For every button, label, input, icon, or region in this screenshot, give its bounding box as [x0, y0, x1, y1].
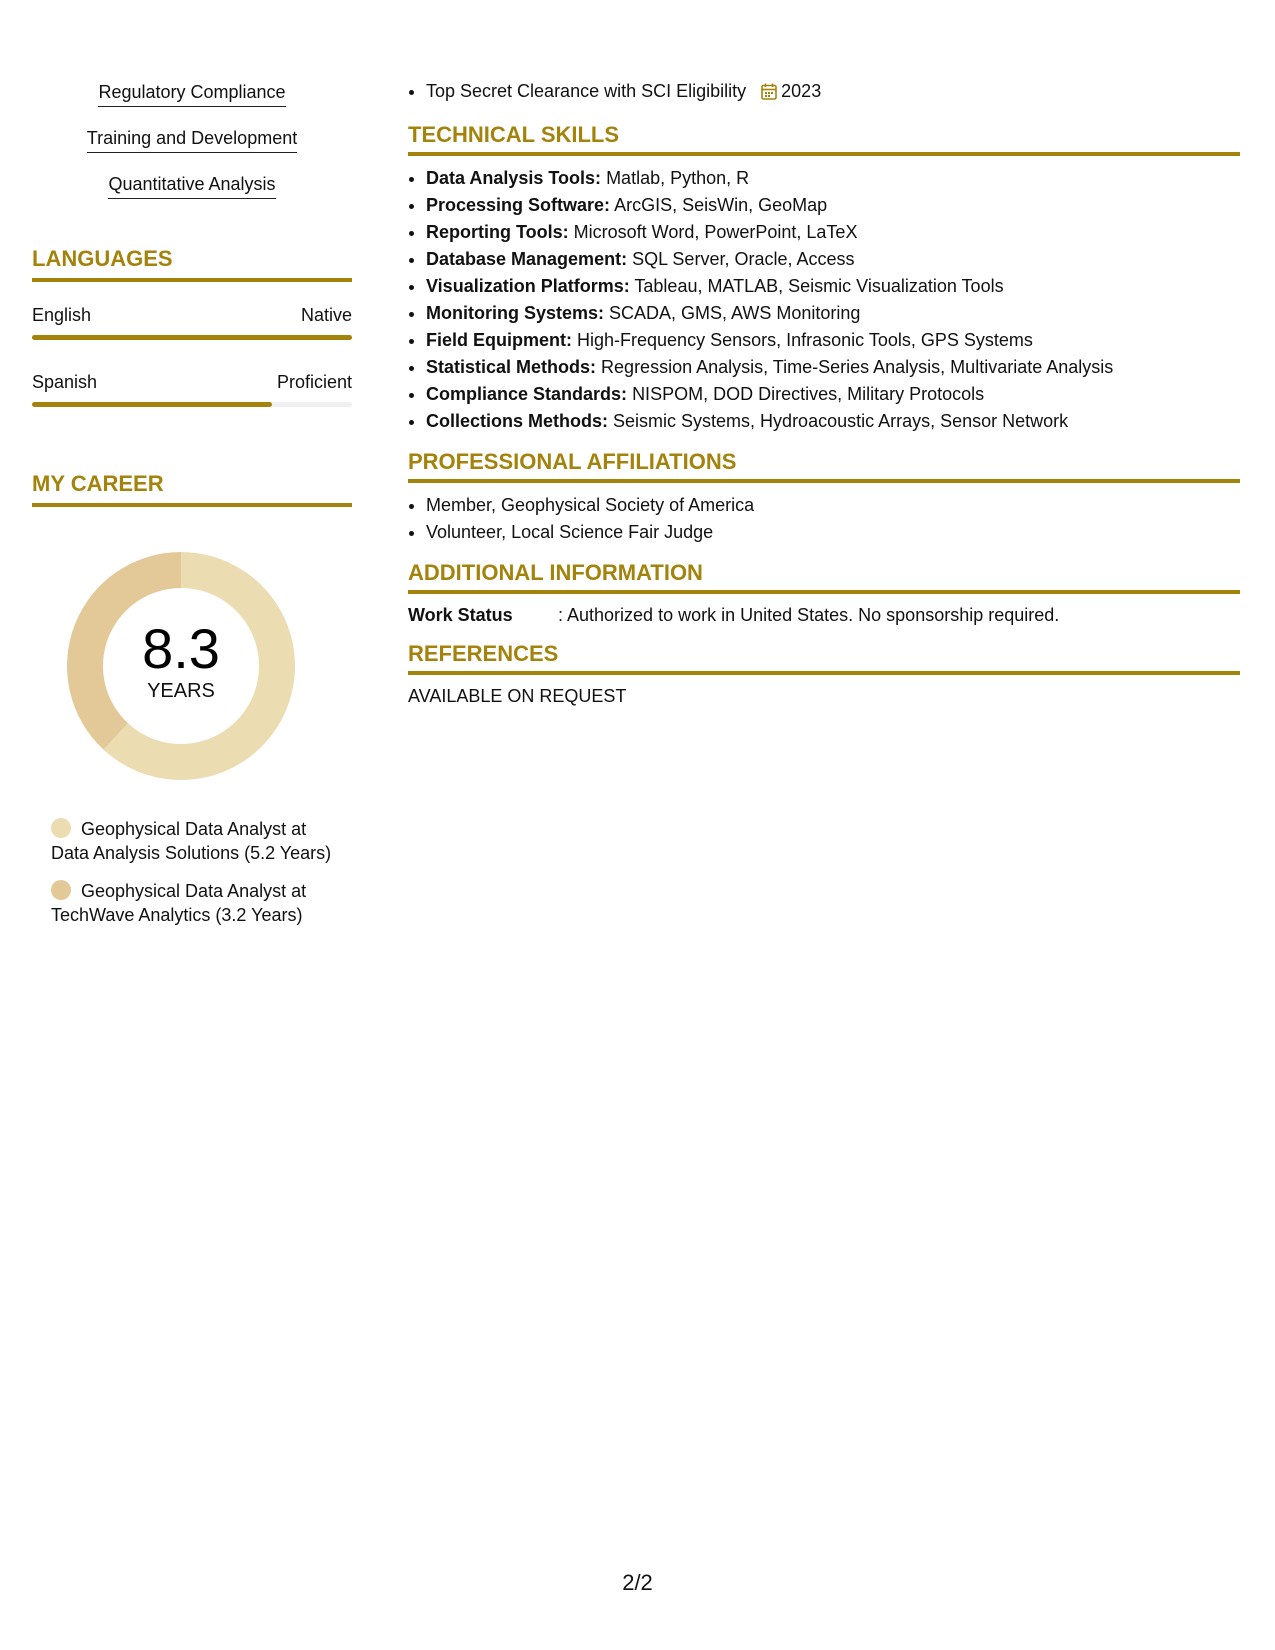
- right-column: [408, 78, 1240, 708]
- list-item: [426, 165, 1240, 192]
- list-item: [426, 273, 1240, 300]
- skill-value: SQL Server, Oracle, Access: [632, 249, 855, 269]
- additional-info-heading: ADDITIONAL INFORMATION: [408, 560, 1240, 594]
- skill-label: Data Analysis Tools:: [426, 168, 602, 188]
- language-bar: [32, 402, 352, 407]
- clearance-text: Top Secret Clearance with SCI Eligibility: [426, 81, 747, 101]
- skill-value: SCADA, GMS, AWS Monitoring: [609, 303, 861, 323]
- skill-label: Visualization Platforms:: [426, 276, 630, 296]
- skill-value: Microsoft Word, PowerPoint, LaTeX: [573, 222, 858, 242]
- skill-value: Regression Analysis, Time-Series Analysis, Multivariate Analysis: [601, 357, 1114, 377]
- skill-tag: Training and Development: [87, 126, 297, 153]
- skill-label: Monitoring Systems:: [426, 303, 605, 323]
- skill-value: High-Frequency Sensors, Infrasonic Tools, GPS Systems: [577, 330, 1033, 350]
- work-status-row: [408, 603, 1240, 627]
- list-item: • Member, Geophysical Society of America: [426, 492, 1240, 519]
- list-item: [426, 192, 1240, 219]
- clearance-list: [408, 78, 1240, 108]
- skill-value: Seismic Systems, Hydroacoustic Arrays, Sensor Network: [613, 411, 1069, 431]
- technical-skills-list: [408, 165, 1240, 435]
- references-value: AVAILABLE ON REQUEST: [408, 686, 627, 706]
- skill-value: ArcGIS, SeisWin, GeoMap: [614, 195, 828, 215]
- left-column: [32, 80, 352, 941]
- skill-value: Matlab, Python, R: [606, 168, 750, 188]
- affiliations-heading: PROFESSIONAL AFFILIATIONS: [408, 449, 1240, 483]
- skill-tag: Regulatory Compliance: [98, 80, 285, 107]
- clearance-item: [426, 78, 1240, 108]
- legend-label: Geophysical Data Analyst at TechWave Analytics (3.2 Years): [51, 881, 307, 925]
- affiliations-list: [408, 492, 1240, 546]
- list-item: [426, 354, 1240, 381]
- career-section: [32, 471, 352, 927]
- skill-value: Tableau, MATLAB, Seismic Visualization Tools: [634, 276, 1004, 296]
- career-legend: [32, 817, 341, 927]
- career-total-unit: YEARS: [147, 680, 215, 702]
- legend-dot-icon: [51, 818, 71, 838]
- list-item: [426, 219, 1240, 246]
- list-item: [426, 300, 1240, 327]
- career-donut-chart: [66, 551, 296, 781]
- calendar-icon: [761, 81, 777, 108]
- language-english: [32, 304, 352, 340]
- career-heading: MY CAREER: [32, 471, 352, 507]
- skill-value: NISPOM, DOD Directives, Military Protocols: [632, 384, 985, 404]
- career-total-years: 8.3: [142, 617, 220, 680]
- skill-label: Compliance Standards:: [426, 384, 628, 404]
- language-bar-fill: [32, 402, 272, 407]
- language-bar-fill: [32, 335, 352, 340]
- skill-tag: Quantitative Analysis: [108, 172, 275, 199]
- list-item: [426, 408, 1240, 435]
- donut-center: [66, 619, 296, 703]
- skill-label: Collections Methods:: [426, 411, 609, 431]
- language-bar: [32, 335, 352, 340]
- language-spanish: [32, 371, 352, 407]
- list-item: [426, 327, 1240, 354]
- work-status-label: Work Status: [408, 605, 513, 625]
- legend-dot-icon: [51, 880, 71, 900]
- references-heading: REFERENCES: [408, 641, 1240, 675]
- list-item: • Volunteer, Local Science Fair Judge: [426, 519, 1240, 546]
- skill-label: Statistical Methods:: [426, 357, 597, 377]
- skill-label: Processing Software:: [426, 195, 611, 215]
- skill-tags: [32, 80, 352, 218]
- legend-label: Geophysical Data Analyst at Data Analysis Solutions (5.2 Years): [51, 819, 332, 863]
- language-name: English: [32, 305, 92, 325]
- work-status-value: : Authorized to work in United States. No sponsorship required.: [558, 605, 1060, 625]
- language-level: Native: [300, 305, 352, 325]
- legend-item: [51, 879, 341, 927]
- language-name: Spanish: [32, 372, 98, 392]
- clearance-year: 2023: [781, 81, 822, 101]
- technical-skills-heading: TECHNICAL SKILLS: [408, 122, 1240, 156]
- languages-section: [32, 246, 352, 407]
- legend-item: [51, 817, 341, 865]
- page-number: 2/2: [622, 1570, 653, 1595]
- skill-label: Database Management:: [426, 249, 628, 269]
- skill-label: Reporting Tools:: [426, 222, 569, 242]
- list-item: [426, 381, 1240, 408]
- languages-heading: LANGUAGES: [32, 246, 352, 282]
- language-level: Proficient: [276, 372, 352, 392]
- skill-label: Field Equipment:: [426, 330, 572, 350]
- list-item: [426, 246, 1240, 273]
